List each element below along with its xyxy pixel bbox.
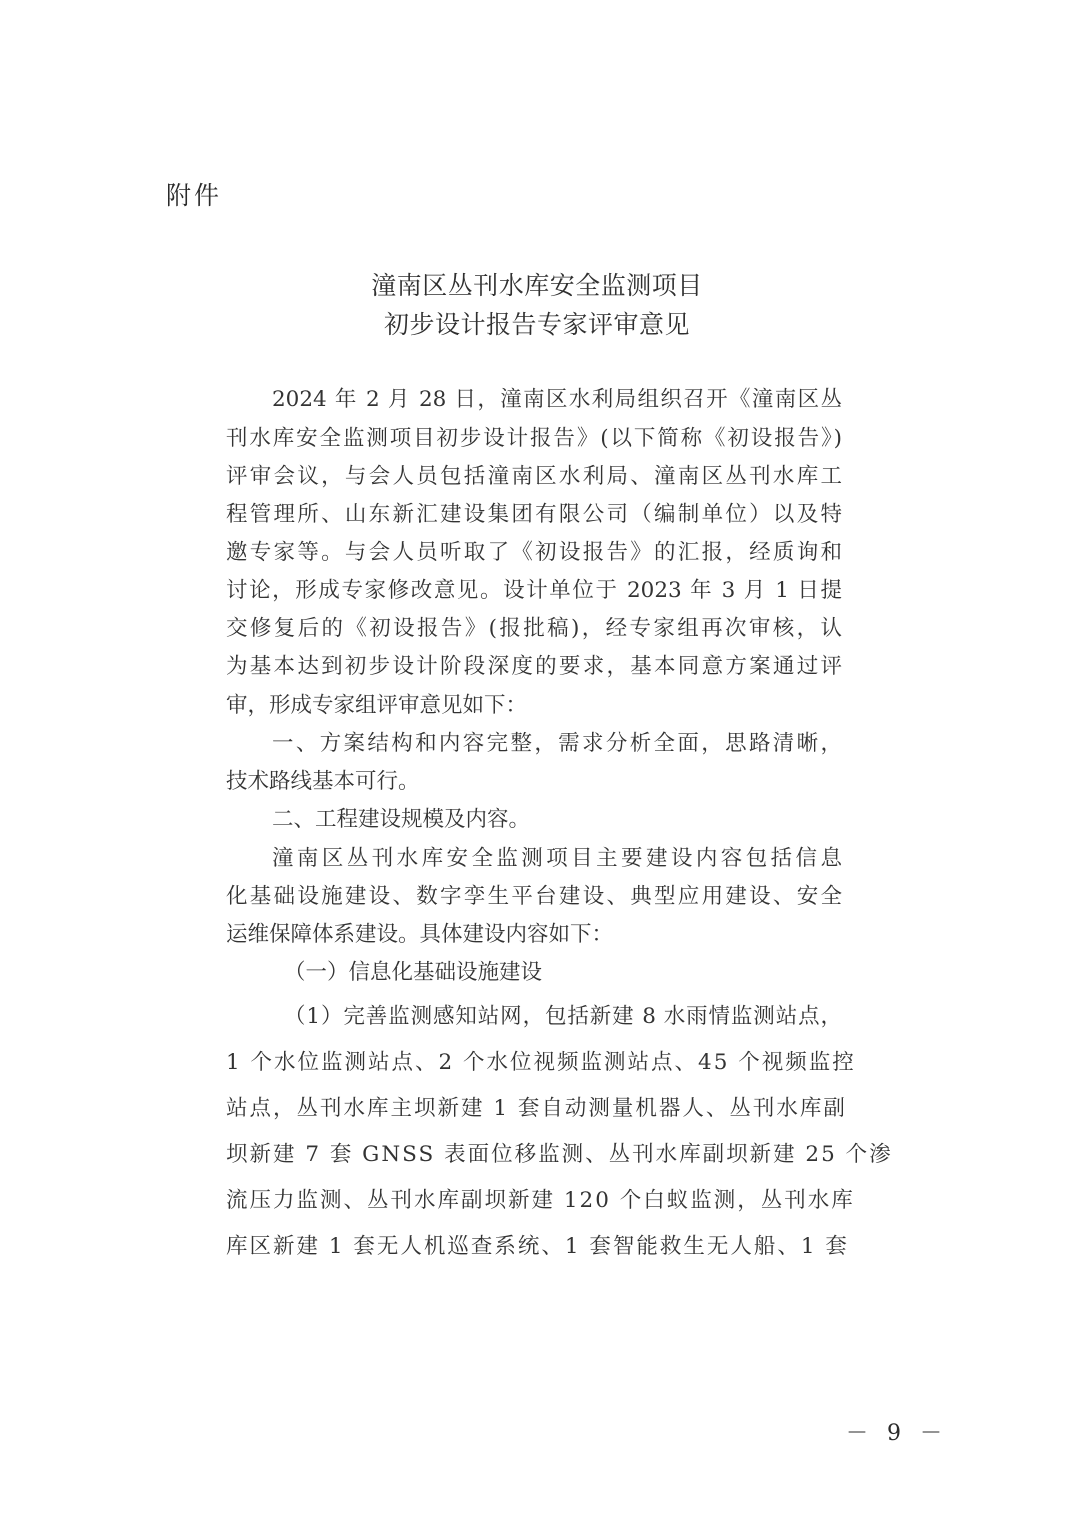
document-title-line-1: 潼南区丛刊水库安全监测项目 bbox=[371, 271, 703, 300]
body-line: 为基本达到初步设计阶段深度的要求，基本同意方案通过评 bbox=[226, 654, 842, 679]
body-line: 库区新建 1 套无人机巡查系统、1 套智能救生无人船、1 套 bbox=[226, 1234, 849, 1259]
subsection-heading: （一）信息化基础设施建设 bbox=[284, 960, 543, 985]
body-line: 交修复后的《初设报告》(报批稿)，经专家组再次审核，认 bbox=[226, 616, 842, 641]
body-line: 程管理所、山东新汇建设集团有限公司（编制单位）以及特 bbox=[226, 502, 842, 527]
body-line: 邀专家等。与会人员听取了《初设报告》的汇报，经质询和 bbox=[226, 540, 842, 565]
body-line: 站点，丛刊水库主坝新建 1 套自动测量机器人、丛刊水库副 bbox=[226, 1096, 847, 1121]
attachment-label: 附件 bbox=[166, 181, 223, 210]
body-line: 1 个水位监测站点、2 个水位视频监测站点、45 个视频监控 bbox=[226, 1050, 856, 1075]
section-heading: 二、工程建设规模及内容。 bbox=[272, 807, 531, 832]
body-line: （1）完善监测感知站网，包括新建 8 水雨情监测站点， bbox=[284, 1004, 842, 1029]
body-line: 审，形成专家组评审意见如下： bbox=[226, 693, 528, 718]
body-line: 评审会议，与会人员包括潼南区水利局、潼南区丛刊水库工 bbox=[226, 464, 842, 489]
body-line: 流压力监测、丛刊水库副坝新建 120 个白蚁监测，丛刊水库 bbox=[226, 1188, 855, 1213]
body-line: 技术路线基本可行。 bbox=[226, 769, 420, 794]
page-number: － 9 － bbox=[846, 1421, 948, 1446]
body-line: 2024 年 2 月 28 日，潼南区水利局组织召开《潼南区丛 bbox=[272, 387, 842, 412]
body-line: 坝新建 7 套 GNSS 表面位移监测、丛刊水库副坝新建 25 个渗 bbox=[226, 1142, 893, 1167]
body-line: 运维保障体系建设。具体建设内容如下： bbox=[226, 922, 614, 947]
document-title-line-2: 初步设计报告专家评审意见 bbox=[383, 310, 690, 339]
body-line: 化基础设施建设、数字孪生平台建设、典型应用建设、安全 bbox=[226, 884, 842, 909]
body-line: 刊水库安全监测项目初步设计报告》(以下简称《初设报告》) bbox=[226, 426, 842, 451]
body-line: 潼南区丛刊水库安全监测项目主要建设内容包括信息 bbox=[272, 846, 842, 871]
body-line: 讨论，形成专家修改意见。设计单位于 2023 年 3 月 1 日提 bbox=[226, 578, 842, 603]
body-line: 一、方案结构和内容完整，需求分析全面，思路清晰， bbox=[272, 731, 842, 756]
